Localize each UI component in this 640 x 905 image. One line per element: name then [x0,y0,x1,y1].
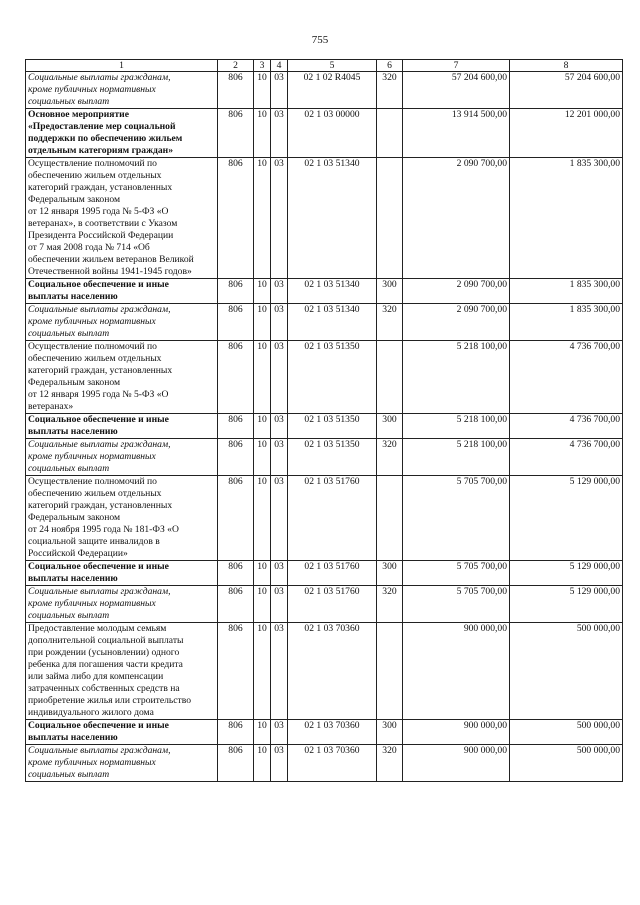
expense-type-cell: 320 [377,439,403,476]
subsection-code-cell: 03 [271,72,288,109]
row-name-cell [26,561,218,586]
expense-type-cell [377,109,403,158]
row-name-line: отдельным категориям граждан» [28,145,173,156]
row-name-line: Российской Федерации» [28,548,128,559]
target-article-cell: 02 1 03 70360 [288,623,377,720]
row-name-line: социальных выплат [28,610,110,621]
column-header: 2 [218,60,254,72]
target-article-cell: 02 1 03 51340 [288,304,377,341]
amount-year2-cell: 1 835 300,00 [510,279,623,304]
ministry-code-cell: 806 [218,279,254,304]
table-row [26,586,623,623]
expense-type-cell [377,341,403,414]
subsection-code-cell: 03 [271,439,288,476]
target-article-cell: 02 1 03 51350 [288,414,377,439]
amount-year2-cell: 500 000,00 [510,623,623,720]
row-name-cell [26,109,218,158]
amount-year1-cell: 5 705 700,00 [403,586,510,623]
expense-type-cell: 320 [377,586,403,623]
amount-year1-cell: 900 000,00 [403,745,510,782]
amount-year2-cell: 12 201 000,00 [510,109,623,158]
row-name-line: от 7 мая 2008 года № 714 «Об [28,242,150,253]
section-code-cell: 10 [254,414,271,439]
amount-year2-cell: 5 129 000,00 [510,561,623,586]
target-article-cell: 02 1 02 R4045 [288,72,377,109]
amount-year1-cell: 5 705 700,00 [403,476,510,561]
row-name-cell [26,476,218,561]
row-name-line: Социальное обеспечение и иные [28,720,169,731]
row-name-line: Отечественной войны 1941-1945 годов» [28,266,192,277]
section-code-cell: 10 [254,109,271,158]
row-name-line: кроме публичных нормативных [28,84,156,95]
amount-year2-cell: 5 129 000,00 [510,586,623,623]
row-name-line: Социальное обеспечение и иные [28,414,169,425]
amount-year2-cell: 1 835 300,00 [510,158,623,279]
row-name-cell [26,279,218,304]
table-row [26,476,623,561]
amount-year1-cell: 5 218 100,00 [403,439,510,476]
amount-year1-cell: 5 705 700,00 [403,561,510,586]
ministry-code-cell: 806 [218,304,254,341]
amount-year2-cell: 4 736 700,00 [510,414,623,439]
table-row [26,158,623,279]
table-row [26,304,623,341]
column-header: 6 [377,60,403,72]
row-name-cell [26,586,218,623]
target-article-cell: 02 1 03 51350 [288,341,377,414]
row-name-line: Социальные выплаты гражданам, [28,439,171,450]
ministry-code-cell: 806 [218,109,254,158]
row-name-line: Социальное обеспечение и иные [28,561,169,572]
row-name-line: социальных выплат [28,96,110,107]
subsection-code-cell: 03 [271,745,288,782]
ministry-code-cell: 806 [218,561,254,586]
section-code-cell: 10 [254,745,271,782]
row-name-line: Осуществление полномочий по [28,476,157,487]
row-name-cell [26,158,218,279]
target-article-cell: 02 1 03 51760 [288,586,377,623]
amount-year1-cell: 5 218 100,00 [403,414,510,439]
row-name-cell [26,623,218,720]
row-name-line: социальных выплат [28,328,110,339]
page-number: 755 [311,34,329,46]
amount-year1-cell: 13 914 500,00 [403,109,510,158]
row-name-line: Федеральным законом [28,377,121,388]
row-name-line: дополнительной социальной выплаты [28,635,184,646]
ministry-code-cell: 806 [218,341,254,414]
expense-type-cell: 300 [377,720,403,745]
row-name-cell [26,720,218,745]
row-name-line: обеспечении жильем ветеранов Великой [28,254,194,265]
row-name-line: выплаты населению [28,291,118,302]
column-header: 3 [254,60,271,72]
amount-year2-cell: 5 129 000,00 [510,476,623,561]
target-article-cell: 02 1 03 51350 [288,439,377,476]
section-code-cell: 10 [254,439,271,476]
table-row [26,561,623,586]
row-name-line: категорий граждан, установленных [28,500,173,511]
ministry-code-cell: 806 [218,745,254,782]
amount-year2-cell: 4 736 700,00 [510,341,623,414]
row-name-line: ребенка для погашения части кредита [28,659,183,670]
expense-type-cell: 300 [377,561,403,586]
expense-type-cell: 300 [377,279,403,304]
ministry-code-cell: 806 [218,720,254,745]
expense-type-cell: 320 [377,72,403,109]
section-code-cell: 10 [254,158,271,279]
row-name-line: кроме публичных нормативных [28,598,156,609]
row-name-line: поддержки по обеспечению жильем [28,133,183,144]
row-name-line: приобретение жилья или строительство [28,695,191,706]
expense-type-cell: 300 [377,414,403,439]
table-row [26,341,623,414]
row-name-line: Социальное обеспечение и иные [28,279,169,290]
table-row [26,414,623,439]
row-name-line: социальных выплат [28,769,110,780]
row-name-line: выплаты населению [28,732,118,743]
budget-table [25,59,623,782]
section-code-cell: 10 [254,720,271,745]
row-name-line: обеспечению жильем отдельных [28,488,162,499]
amount-year1-cell: 2 090 700,00 [403,304,510,341]
ministry-code-cell: 806 [218,414,254,439]
section-code-cell: 10 [254,561,271,586]
subsection-code-cell: 03 [271,476,288,561]
row-name-line: Федеральным законом [28,512,121,523]
target-article-cell: 02 1 03 51760 [288,476,377,561]
row-name-line: от 12 января 1995 года № 5-ФЗ «О [28,206,169,217]
row-name-line: Основное мероприятие [28,109,129,120]
subsection-code-cell: 03 [271,109,288,158]
row-name-line: выплаты населению [28,573,118,584]
table-row [26,109,623,158]
amount-year1-cell: 2 090 700,00 [403,158,510,279]
row-name-line: индивидуального жилого дома [28,707,154,718]
ministry-code-cell: 806 [218,586,254,623]
target-article-cell: 02 1 03 00000 [288,109,377,158]
row-name-cell [26,304,218,341]
amount-year1-cell: 5 218 100,00 [403,341,510,414]
row-name-line: Осуществление полномочий по [28,341,157,352]
row-name-line: или займа либо для компенсации [28,671,164,682]
row-name-line: Предоставление молодым семьям [28,623,167,634]
row-name-line: выплаты населению [28,426,118,437]
row-name-line: от 24 ноября 1995 года № 181-ФЗ «О [28,524,179,535]
table-body [26,72,623,782]
row-name-line: Социальные выплаты гражданам, [28,304,171,315]
section-code-cell: 10 [254,623,271,720]
row-name-line: Осуществление полномочий по [28,158,157,169]
amount-year1-cell: 900 000,00 [403,623,510,720]
target-article-cell: 02 1 03 51760 [288,561,377,586]
amount-year2-cell: 4 736 700,00 [510,439,623,476]
target-article-cell: 02 1 03 51340 [288,158,377,279]
ministry-code-cell: 806 [218,72,254,109]
row-name-line: Социальные выплаты гражданам, [28,586,171,597]
column-header: 4 [271,60,288,72]
row-name-line: Федеральным законом [28,194,121,205]
amount-year2-cell: 500 000,00 [510,720,623,745]
subsection-code-cell: 03 [271,720,288,745]
expense-type-cell [377,158,403,279]
row-name-cell [26,745,218,782]
row-name-line: Президента Российской Федерации [28,230,174,241]
header-row [26,60,623,72]
expense-type-cell: 320 [377,745,403,782]
column-header: 7 [403,60,510,72]
amount-year1-cell: 900 000,00 [403,720,510,745]
section-code-cell: 10 [254,341,271,414]
table-row [26,720,623,745]
target-article-cell: 02 1 03 70360 [288,720,377,745]
ministry-code-cell: 806 [218,476,254,561]
row-name-line: «Предоставление мер социальной [28,121,176,132]
subsection-code-cell: 03 [271,561,288,586]
amount-year1-cell: 2 090 700,00 [403,279,510,304]
row-name-cell [26,414,218,439]
row-name-line: Социальные выплаты гражданам, [28,72,171,83]
row-name-line: ветеранах», в соответствии с Указом [28,218,178,229]
row-name-line: от 12 января 1995 года № 5-ФЗ «О [28,389,169,400]
subsection-code-cell: 03 [271,304,288,341]
section-code-cell: 10 [254,476,271,561]
subsection-code-cell: 03 [271,341,288,414]
subsection-code-cell: 03 [271,158,288,279]
column-header: 1 [26,60,218,72]
column-header: 8 [510,60,623,72]
row-name-line: категорий граждан, установленных [28,365,173,376]
row-name-line: кроме публичных нормативных [28,757,156,768]
row-name-line: кроме публичных нормативных [28,316,156,327]
row-name-line: ветеранах» [28,401,74,412]
row-name-line: категорий граждан, установленных [28,182,173,193]
subsection-code-cell: 03 [271,414,288,439]
expense-type-cell [377,476,403,561]
column-header: 5 [288,60,377,72]
section-code-cell: 10 [254,304,271,341]
amount-year2-cell: 57 204 600,00 [510,72,623,109]
subsection-code-cell: 03 [271,279,288,304]
row-name-line: кроме публичных нормативных [28,451,156,462]
table-row [26,745,623,782]
table-row [26,623,623,720]
subsection-code-cell: 03 [271,623,288,720]
row-name-line: обеспечению жильем отдельных [28,170,162,181]
row-name-cell [26,341,218,414]
target-article-cell: 02 1 03 51340 [288,279,377,304]
section-code-cell: 10 [254,586,271,623]
row-name-line: затраченных собственных средств на [28,683,180,694]
section-code-cell: 10 [254,279,271,304]
section-code-cell: 10 [254,72,271,109]
table-row [26,439,623,476]
amount-year2-cell: 1 835 300,00 [510,304,623,341]
table-row [26,279,623,304]
subsection-code-cell: 03 [271,586,288,623]
row-name-cell [26,72,218,109]
table-row [26,72,623,109]
row-name-line: социальных выплат [28,463,110,474]
row-name-line: социальной защите инвалидов в [28,536,160,547]
expense-type-cell [377,623,403,720]
row-name-line: Социальные выплаты гражданам, [28,745,171,756]
row-name-line: обеспечению жильем отдельных [28,353,162,364]
row-name-cell [26,439,218,476]
ministry-code-cell: 806 [218,623,254,720]
ministry-code-cell: 806 [218,158,254,279]
amount-year2-cell: 500 000,00 [510,745,623,782]
amount-year1-cell: 57 204 600,00 [403,72,510,109]
expense-type-cell: 320 [377,304,403,341]
row-name-line: при рождении (усыновлении) одного [28,647,180,658]
target-article-cell: 02 1 03 70360 [288,745,377,782]
ministry-code-cell: 806 [218,439,254,476]
